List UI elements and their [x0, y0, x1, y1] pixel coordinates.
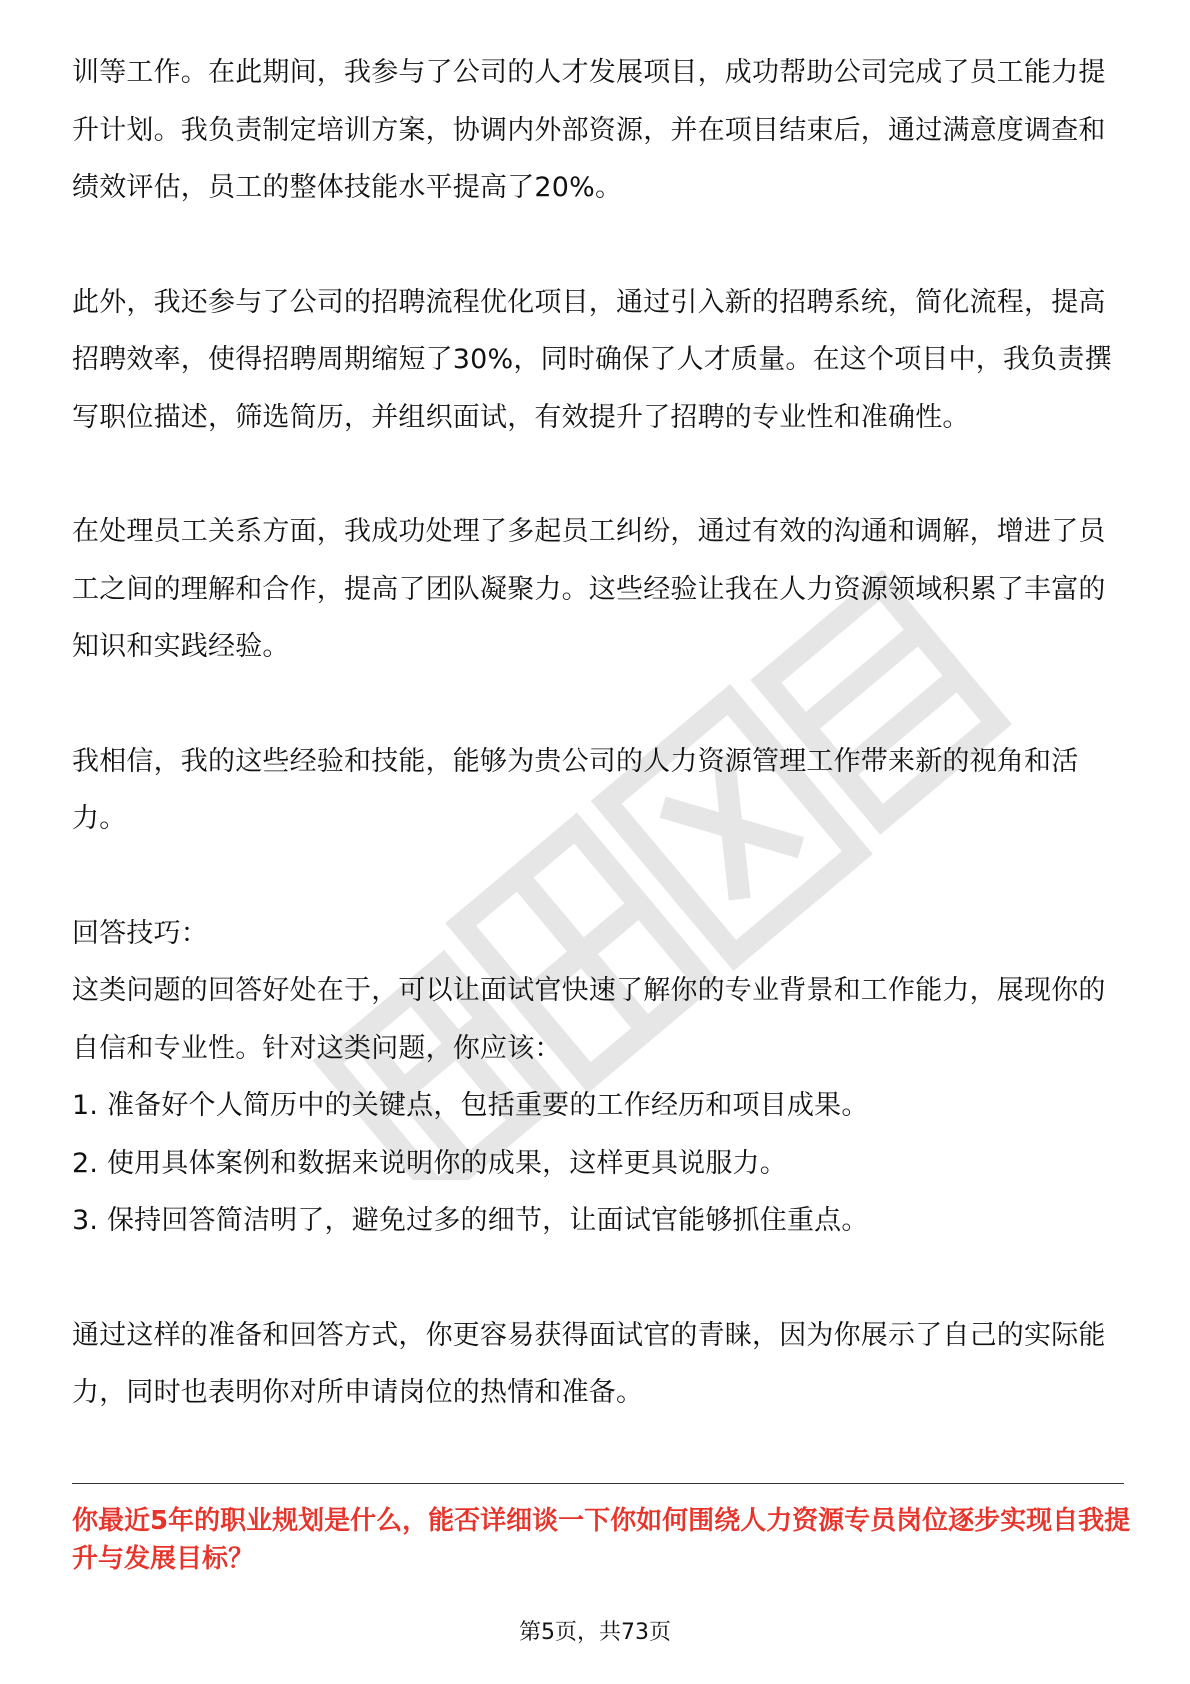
tips-intro: 这类问题的回答好处在于，可以让面试官快速了解你的专业背景和工作能力，展现你的自信和专业性。针对这类问题，你应该： [72, 975, 1106, 1064]
paragraph-recruiting: 此外，我还参与了公司的招聘流程优化项目，通过引入新的招聘系统，简化流程，提高招聘效率，使得招聘周期缩短了30%，同时确保了人才质量。在这个项目中，我负责撰写职位描述，筛选简历，并组织面试，有效提升了招聘的专业性和准确性。 [72, 286, 1112, 433]
paragraph-conclusion: 通过这样的准备和回答方式，你更容易获得面试官的青睐，因为你展示了自己的实际能力，同时也表明你对所申请岗位的热情和准备。 [72, 1319, 1106, 1408]
tips-item: 2. 使用具体案例和数据来说明你的成果，这样更具说服力。 [72, 1147, 787, 1179]
section-divider [72, 1483, 1124, 1484]
paragraph-employee-relations: 在处理员工关系方面，我成功处理了多起员工纠纷，通过有效的沟通和调解，增进了员工之间的理解和合作，提高了团队凝聚力。这些经验让我在人力资源领域积累了丰富的知识和实践经验。 [72, 516, 1106, 662]
page-number: 第5页，共73页 [519, 1620, 671, 1645]
paragraph-belief: 我相信，我的这些经验和技能，能够为贵公司的人力资源管理工作带来新的视角和活力。 [72, 745, 1079, 834]
tips-heading: 回答技巧： [72, 917, 208, 949]
next-question-heading: 你最近5年的职业规划是什么，能否详细谈一下你如何围绕人力资源专员岗位逐步实现自我提升与发展目标？ [72, 1506, 1131, 1574]
document-body [72, 44, 1132, 1422]
tips-item: 1. 准备好个人简历中的关键点，包括重要的工作经历和项目成果。 [72, 1090, 869, 1121]
paragraph-training: 训等工作。在此期间，我参与了公司的人才发展项目，成功帮助公司完成了员工能力提升计划。我负责制定培训方案，协调内外部资源，并在项目结束后，通过满意度调查和绩效评估，员工的整体技能水平提高了20%。 [72, 57, 1106, 203]
tips-item: 3. 保持回答简洁明了，避免过多的细节，让面试官能够抓住重点。 [72, 1205, 869, 1236]
